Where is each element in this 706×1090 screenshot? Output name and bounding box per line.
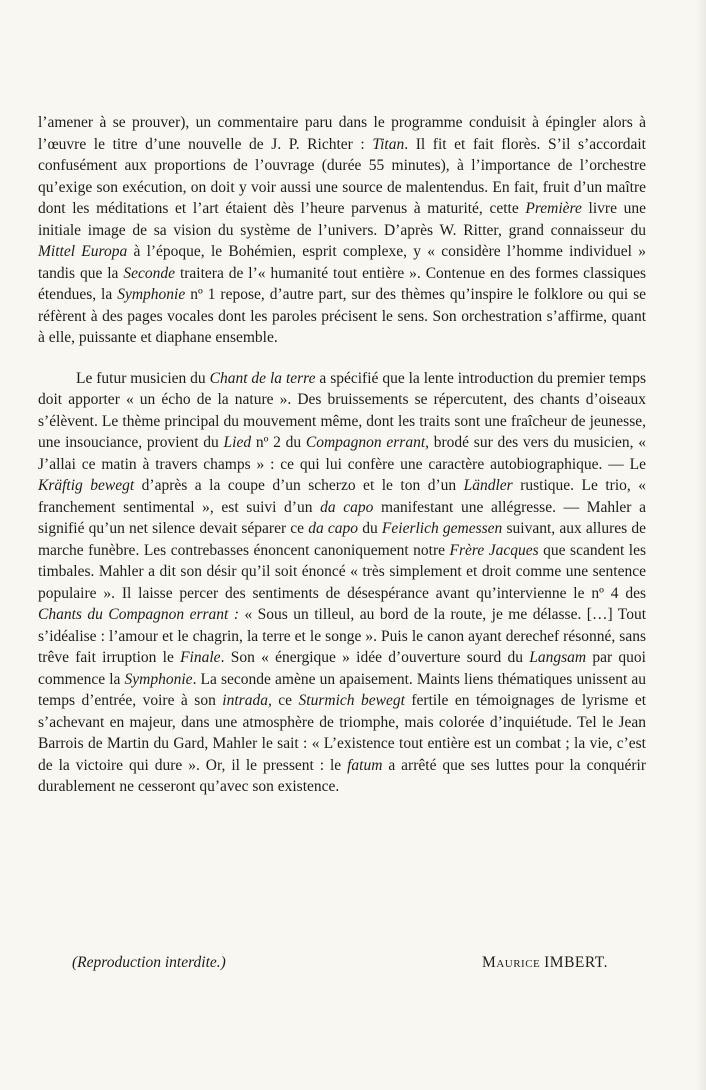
text-run: Le futur musicien du <box>76 369 210 387</box>
text-run: brodé sur des vers du musicien, « J’allai ce matin à travers champs » : ce qui lui confère une caractère autobiographique. — Le <box>38 434 646 473</box>
italic-title: Chants du Compagnon errant : <box>38 606 239 623</box>
italic-title: Sturmich bewegt <box>298 692 405 709</box>
text-run: a spécifié que la lente introduction du premier temps doit apporter « un écho de la nature ». Des bruissements se répercutent, des chants d’oiseaux s’élèvent. Le thème principal du mouvement même, dont les traits sont une fraîcheur de jeunesse, une insouciance, provient du <box>38 369 646 451</box>
text-run: par quoi commence la <box>38 649 646 688</box>
italic-title: Lied <box>223 434 252 451</box>
italic-title: Compagnon errant, <box>305 434 430 451</box>
italic-title: intrada, <box>222 692 272 709</box>
text-run: livre une initiale image de sa vision du système de l’univers. D’après W. Ritter, grand connaisseur du <box>38 200 646 239</box>
italic-title: Titan <box>372 135 405 153</box>
italic-title: Mittel Europa <box>38 243 128 260</box>
italic-title: Symphonie <box>124 670 193 688</box>
text-run: . La seconde amène un apaisement. Maints liens thématiques unissent au temps d’entrée, voire à son <box>38 670 646 709</box>
author-signature <box>482 952 608 974</box>
reproduction-notice: (Reproduction interdite.) <box>72 954 226 971</box>
text-run: . Son « énergique » idée d’ouverture sourd du <box>220 649 530 666</box>
text-run: « Sous un tilleul, au bord de la route, je me délasse. […] Tout s’idéalise : l’amour et le chagrin, la terre et le songe ». Puis le canon ayant derechef résonné, sans trêve fait irruption le <box>38 606 646 666</box>
italic-title: Chant de la terre <box>209 369 316 387</box>
italic-title: Finale <box>180 649 221 666</box>
text-run: rustique. Le trio, « franchement sentimental », est suivi d’un <box>38 477 646 516</box>
italic-title: da capo <box>308 520 359 537</box>
italic-title: Frère Jacques <box>449 541 539 559</box>
italic-title: Symphonie <box>117 286 186 303</box>
text-run: du <box>358 520 382 537</box>
text-run: l’amener à se prouver), un commentaire paru dans le programme conduisit à épingler alors à l’œuvre le titre d’une nouvelle de J. P. Richter : <box>38 114 646 153</box>
italic-title: fatum <box>347 756 383 774</box>
text-run: suivant, aux allures de marche funèbre. Les contrebasses énoncent canoniquement notre <box>38 520 646 559</box>
text-run: à l’époque, le Bohémien, esprit complexe, y « considère l’homme individuel » tandis que la <box>38 243 646 282</box>
signoff <box>72 952 608 974</box>
author-last-name: IMBERT. <box>544 954 608 971</box>
italic-title: Ländler <box>463 477 513 494</box>
italic-title: Première <box>525 200 582 217</box>
article-body <box>38 112 646 798</box>
text-run: ce <box>271 692 299 709</box>
paragraph-2 <box>38 368 646 798</box>
paragraph-1 <box>38 112 646 349</box>
text-run: nº 1 repose, d’autre part, sur des thèmes qu’inspire le folklore ou qui se réfèrent à des pages vocales dont les paroles précisent le sens. Son orchestration s’affirme, quant à elle, puissante et diaphane ensemble. <box>38 286 646 346</box>
page-edge-shadow <box>696 0 706 1090</box>
author-first-name: Maurice <box>482 954 541 971</box>
italic-title: Langsam <box>529 649 587 666</box>
text-run: d’après a la coupe d’un scherzo et le ton d’un <box>134 477 464 494</box>
text-run: traitera de l’« humanité tout entière ». Contenue en des formes classiques étendues, la <box>38 264 646 303</box>
text-run: . Il fit et fait florès. S’il s’accordait confusément aux proportions de l’ouvrage (durée 55 minutes), à l’importance de l’orchestre qu’exige son exécution, on doit y voir aussi une source de malentendus. En fait, fruit d’un maître dont les méditations et l’art étaient dès l’heure parvenus à maturité, cette <box>38 135 646 217</box>
text-run: nº 2 du <box>251 434 306 451</box>
text-run: que scandent les timbales. Mahler a dit son désir qu’il soit énoncé « très simplement et droit comme une sentence populaire ». Il laisse percer des sentiments de désespérance avant qu’intervienne le nº 4 des <box>38 541 647 602</box>
italic-title: da capo <box>320 498 374 516</box>
text-run: a arrêté que ses luttes pour la conquérir durablement ne cesseront qu’avec son existence. <box>38 756 646 795</box>
italic-title: Seconde <box>123 264 176 282</box>
text-run: fertile en témoignages de lyrisme et s’achevant en majeur, dans une atmosphère de triomphe, mais colorée d’inquiétude. Tel le Jean Barrois de Martin du Gard, Mahler le sait : « L’existence tout entière est un combat ; la vie, c’est de la victoire qui dure ». Or, il le pressent : le <box>38 692 647 774</box>
italic-title: Feierlich gemessen <box>381 520 503 537</box>
text-run: manifestant une allégresse. — Mahler a signifié qu’un net silence devait séparer ce <box>38 498 646 537</box>
italic-title: Kräftig bewegt <box>38 477 135 494</box>
